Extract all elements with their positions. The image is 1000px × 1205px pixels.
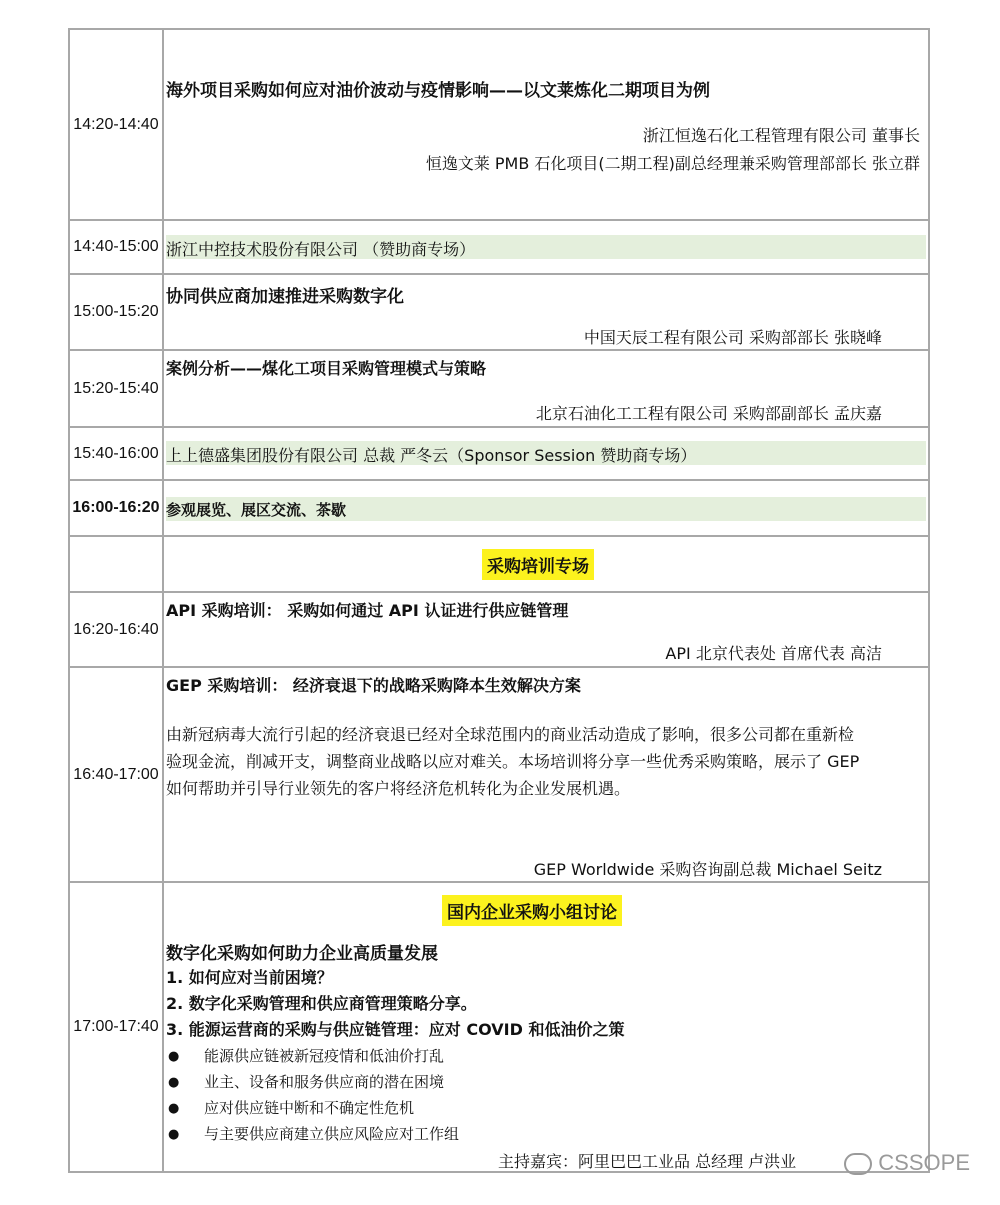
section-heading: 采购培训专场 [482,549,594,580]
speaker-line: 恒逸文莱 PMB 石化项目(二期工程)副总经理兼采购管理部部长 张立群 [425,154,920,173]
wechat-icon [844,1153,872,1175]
speaker-line: GEP Worldwide 采购咨询副总裁 Michael Seitz [533,860,882,879]
content-cell [164,275,930,349]
discussion-item: 3. 能源运营商的采购与供应链管理：应对 COVID 和低油价之策 [166,1020,625,1039]
agenda-row [68,349,930,426]
agenda-row [68,479,930,535]
time-cell [68,537,164,591]
break-text: 参观展览、展区交流、茶歇 [166,501,347,519]
content-cell [164,593,930,666]
content-cell [164,537,930,591]
session-title: 数字化采购如何助力企业高质量发展 [166,944,438,964]
time-cell: 15:00-15:20 [68,275,164,349]
time-cell: 17:00-17:40 [68,883,164,1171]
time-cell: 16:40-17:00 [68,668,164,881]
session-description: 由新冠病毒大流行引起的经济衰退已经对全球范围内的商业活动造成了影响，很多公司都在重新检验现金流，削减开支，调整商业战略以应对难关。本场培训将分享一些优秀采购策略，展示了 GEP 如何帮助并引导行业领先的客户将经济危机转化为企业发展机遇。 [166,725,860,798]
bullet-item: 与主要供应商建立供应风险应对工作组 [204,1125,460,1143]
content-cell [164,30,930,219]
time-cell: 14:20-14:40 [68,30,164,219]
time-cell: 15:40-16:00 [68,428,164,479]
session-title: 案例分析——煤化工项目采购管理模式与策略 [166,359,487,378]
bullet-icon: ● [168,1127,180,1142]
session-title: 协同供应商加速推进采购数字化 [166,287,404,307]
bullet-icon: ● [168,1101,180,1116]
discussion-item: 1. 如何应对当前困境？ [166,968,333,987]
content-cell [164,351,930,426]
time-cell: 15:20-15:40 [68,351,164,426]
agenda-row [68,273,930,349]
content-cell [164,668,930,881]
agenda-row [68,28,930,219]
sponsor-text: 浙江中控技术股份有限公司 （赞助商专场） [166,240,476,259]
speaker-line: 浙江恒逸石化工程管理有限公司 董事长 [642,126,920,145]
section-row [68,535,930,591]
speaker-line: 北京石油化工工程有限公司 采购部副部长 孟庆嘉 [535,404,882,423]
content-cell [164,221,930,273]
time-cell: 16:00-16:20 [68,481,164,535]
agenda-row [68,881,930,1173]
content-cell [164,883,930,1171]
bullet-item: 应对供应链中断和不确定性危机 [204,1099,415,1117]
content-cell [164,428,930,479]
bullet-item: 能源供应链被新冠疫情和低油价打乱 [204,1047,445,1065]
session-title: GEP 采购培训： 经济衰退下的战略采购降本生效解决方案 [166,676,581,695]
watermark [844,1150,970,1176]
session-title: 海外项目采购如何应对油价波动与疫情影响——以文莱炼化二期项目为例 [166,81,710,101]
bullet-icon: ● [168,1049,180,1064]
speaker-line: 中国天辰工程有限公司 采购部部长 张晓峰 [583,328,882,347]
bullet-item: 业主、设备和服务供应商的潜在困境 [204,1073,445,1091]
agenda-row [68,426,930,479]
agenda-row [68,219,930,273]
session-title: API 采购培训： 采购如何通过 API 认证进行供应链管理 [166,601,569,620]
section-heading: 国内企业采购小组讨论 [442,895,622,926]
agenda-row [68,591,930,666]
watermark-text: CSSOPE [878,1150,970,1175]
content-cell [164,481,930,535]
bullet-icon: ● [168,1075,180,1090]
time-cell: 14:40-15:00 [68,221,164,273]
speaker-line: API 北京代表处 首席代表 高洁 [665,644,882,663]
agenda-row [68,666,930,881]
sponsor-text: 上上德盛集团股份有限公司 总裁 严冬云（Sponsor Session 赞助商专场） [166,446,697,465]
host-line: 主持嘉宾：阿里巴巴工业品 总经理 卢洪业 [498,1152,797,1171]
time-cell: 16:20-16:40 [68,593,164,666]
discussion-item: 2. 数字化采购管理和供应商管理策略分享。 [166,994,477,1013]
